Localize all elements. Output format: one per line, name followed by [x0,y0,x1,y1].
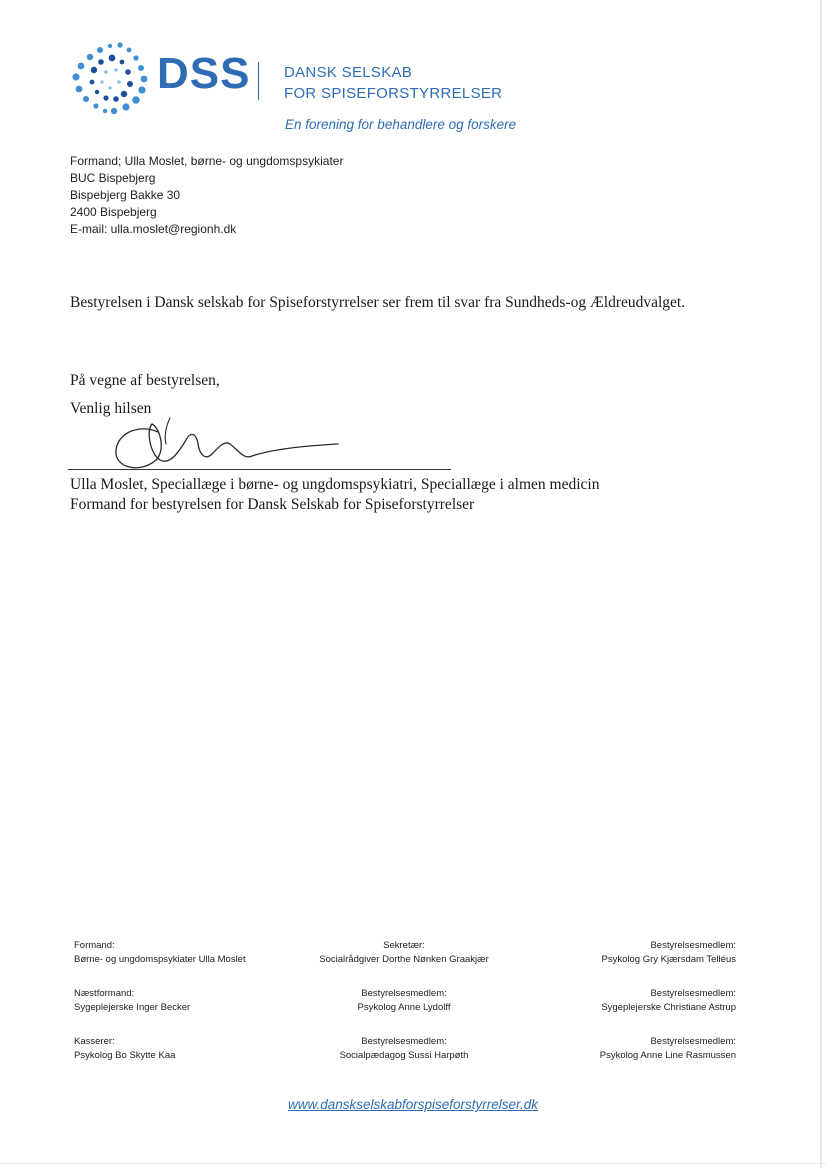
board-person: Psykolog Bo Skytte Kaa [74,1050,176,1061]
board-person: Socialrådgiver Dorthe Nønken Graakjær [319,954,489,965]
board-role: Formand: [74,940,115,951]
address-block [70,153,343,238]
board-person: Sygeplejerske Christiane Astrup [601,1002,736,1013]
board-member [74,1035,246,1083]
letter-body: Bestyrelsen i Dansk selskab for Spiseforstyrrelser ser frem til svar fra Sundheds-og Ældreudvalget. [70,294,686,311]
board-column-left [74,939,246,1083]
scan-edge [820,0,822,1168]
address-line-email: E-mail: ulla.moslet@regionh.dk [70,222,237,236]
logo-divider [258,62,259,100]
greeting-line: Venlig hilsen [70,400,152,417]
signer-name: Ulla Moslet, Speciallæge i børne- og ungdomspsykiatri, Speciallæge i almen medicin [70,476,600,493]
board-person: Psykolog Anne Lydolff [357,1002,451,1013]
tagline: En forening for behandlere og forskere [285,117,517,132]
board-person: Børne- og ungdomspsykiater Ulla Moslet [74,954,246,965]
board-member [302,939,506,987]
scan-bottom-edge [0,1163,826,1164]
board-member [600,1035,736,1083]
board-member [600,987,736,1035]
board-role: Bestyrelsesmedlem: [650,988,736,999]
board-column-right [600,939,736,1083]
board-role: Bestyrelsesmedlem: [650,940,736,951]
dss-logo-dots-icon [70,40,150,116]
address-line-postal: 2400 Bispebjerg [70,205,157,219]
org-name-line2: FOR SPISEFORSTYRRELSER [284,85,503,102]
org-name-line1: DANSK SELSKAB [284,64,413,81]
board-column-middle [302,939,506,1083]
board-role: Kasserer: [74,1036,115,1047]
board-role: Sekretær: [383,940,425,951]
signer-title: Formand for bestyrelsen for Dansk Selskab for Spiseforstyrrelser [70,496,475,513]
closing-line: På vegne af bestyrelsen, [70,372,220,389]
board-member [302,987,506,1035]
board-role: Bestyrelsesmedlem: [650,1036,736,1047]
board-role: Næstformand: [74,988,135,999]
address-line-chair: Formand; Ulla Moslet, børne- og ungdomspsykiater [70,154,344,168]
address-line-institution: BUC Bispebjerg [70,171,156,185]
board-role: Bestyrelsesmedlem: [361,1036,447,1047]
board-member [600,939,736,987]
board-member [302,1035,506,1083]
board-person: Sygeplejerske Inger Becker [74,1002,191,1013]
board-person: Psykolog Gry Kjærsdam Telléus [601,954,736,965]
logo-abbreviation: DSS [157,49,251,98]
website-link[interactable]: www.danskselskabforspiseforstyrrelser.dk [287,1097,539,1112]
board-person: Psykolog Anne Line Rasmussen [599,1050,736,1061]
board-member [74,987,246,1035]
signature-line [68,469,451,470]
board-person: Socialpædagog Sussi Harpøth [339,1050,469,1061]
address-line-street: Bispebjerg Bakke 30 [70,188,181,202]
board-role: Bestyrelsesmedlem: [361,988,447,999]
board-member [74,939,246,987]
